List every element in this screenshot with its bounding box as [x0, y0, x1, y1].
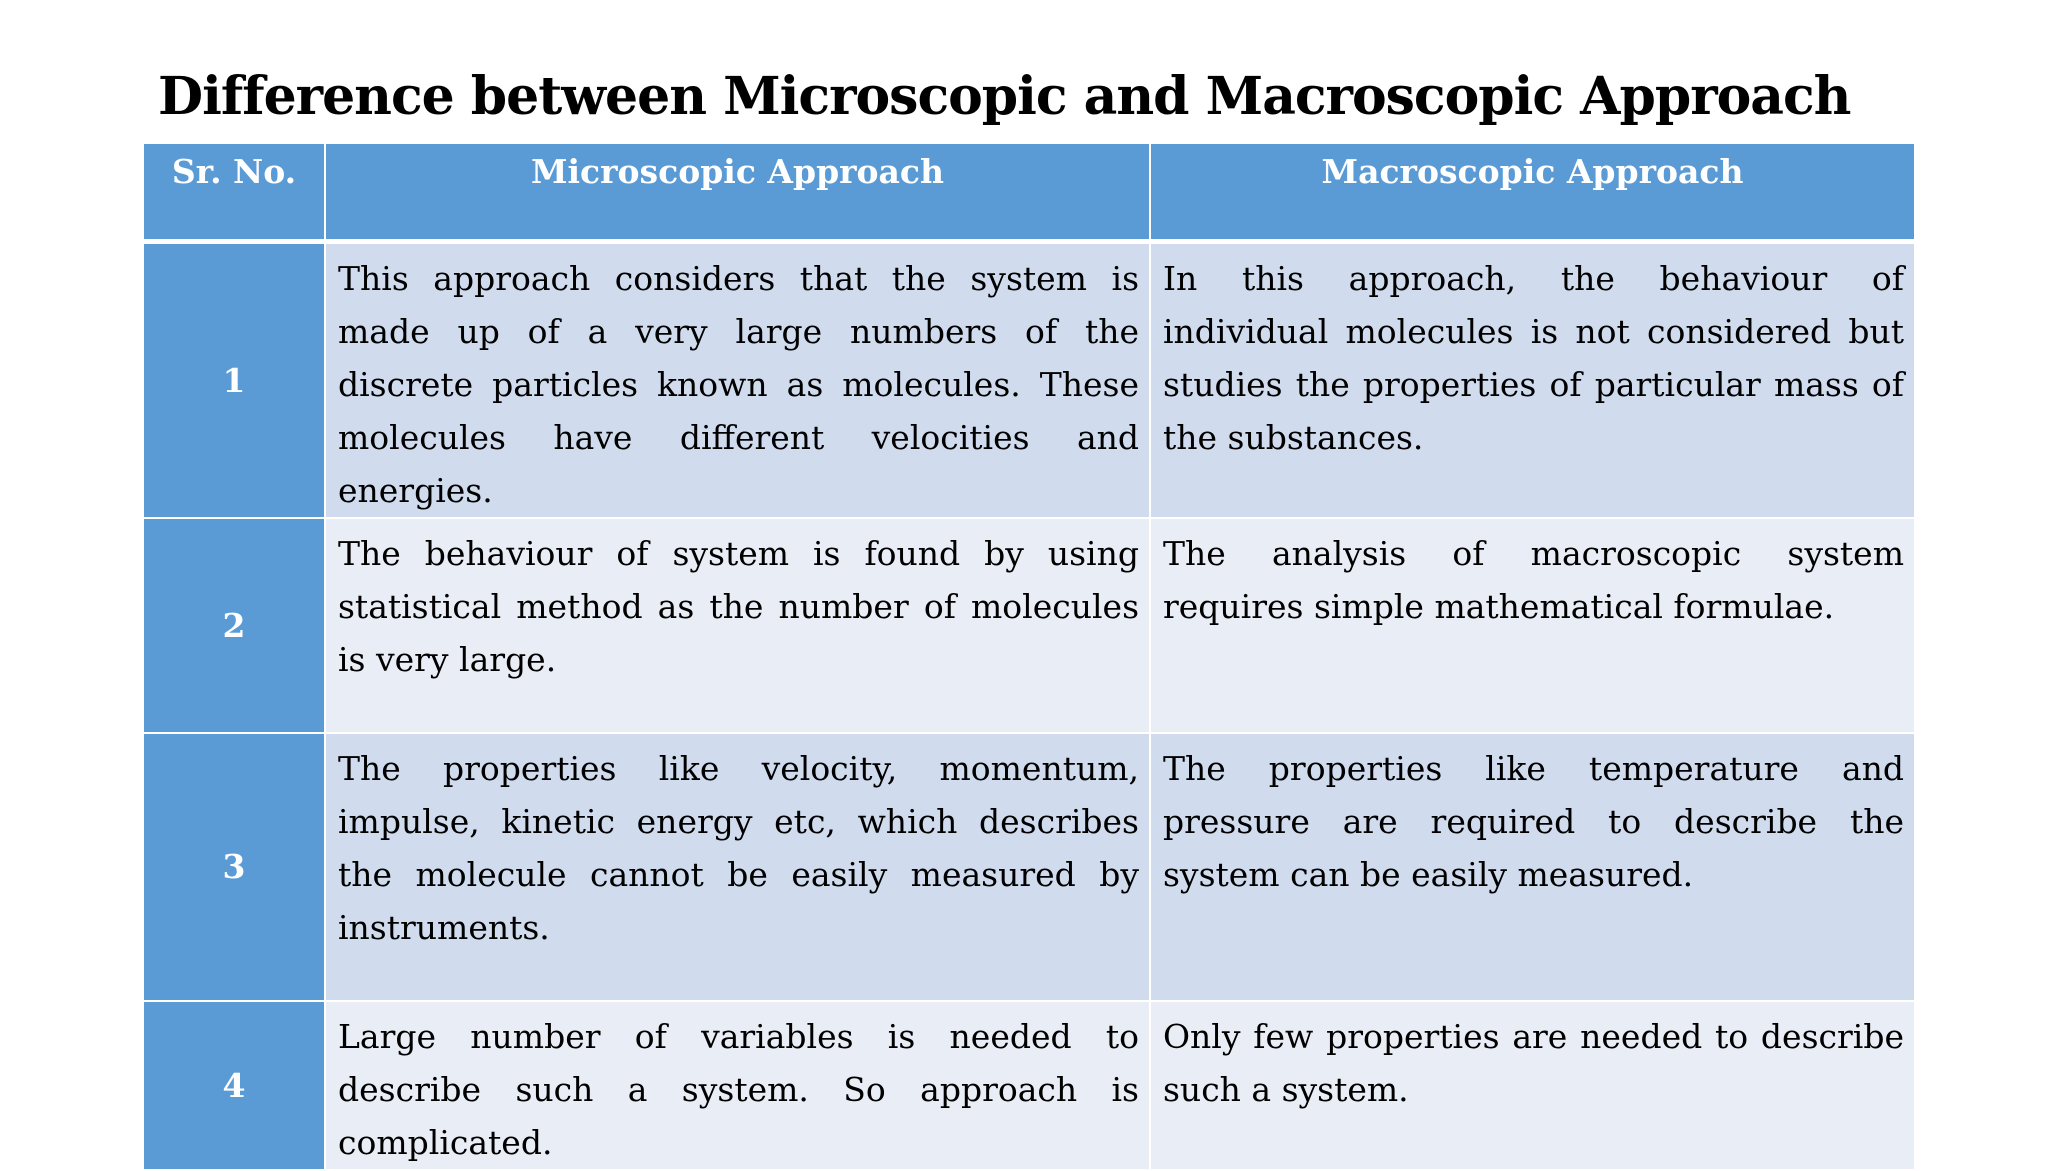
- microscopic-cell: The properties like velocity, momentum, impulse, kinetic energy etc, which describes the molecule cannot be easily measured by instruments.: [325, 733, 1150, 1001]
- table-row: [143, 733, 1915, 1001]
- macroscopic-cell: Only few properties are needed to describe such a system.: [1150, 1001, 1915, 1170]
- sr-no-cell: 1: [143, 241, 325, 518]
- microscopic-cell: Large number of variables is needed to describe such a system. So approach is complicated.: [325, 1001, 1150, 1170]
- microscopic-cell: This approach considers that the system is made up of a very large numbers of the discrete particles known as molecules. These molecules have different velocities and energies.: [325, 241, 1150, 518]
- header-macroscopic: Macroscopic Approach: [1150, 143, 1915, 241]
- macroscopic-cell: In this approach, the behaviour of individual molecules is not considered but studies the properties of particular mass of the substances.: [1150, 241, 1915, 518]
- table-row: [143, 241, 1915, 518]
- macroscopic-cell: The analysis of macroscopic system requires simple mathematical formulae.: [1150, 518, 1915, 733]
- table-row: [143, 518, 1915, 733]
- header-sr-no: Sr. No.: [143, 143, 325, 241]
- slide-title: Difference between Microscopic and Macroscopic Approach: [158, 66, 1851, 127]
- comparison-table: [142, 142, 1916, 1171]
- table-row: [143, 1001, 1915, 1170]
- sr-no-cell: 2: [143, 518, 325, 733]
- sr-no-cell: 4: [143, 1001, 325, 1170]
- microscopic-cell: The behaviour of system is found by using statistical method as the number of molecules is very large.: [325, 518, 1150, 733]
- macroscopic-cell: The properties like temperature and pressure are required to describe the system can be easily measured.: [1150, 733, 1915, 1001]
- sr-no-cell: 3: [143, 733, 325, 1001]
- table-header-row: [143, 143, 1915, 241]
- header-microscopic: Microscopic Approach: [325, 143, 1150, 241]
